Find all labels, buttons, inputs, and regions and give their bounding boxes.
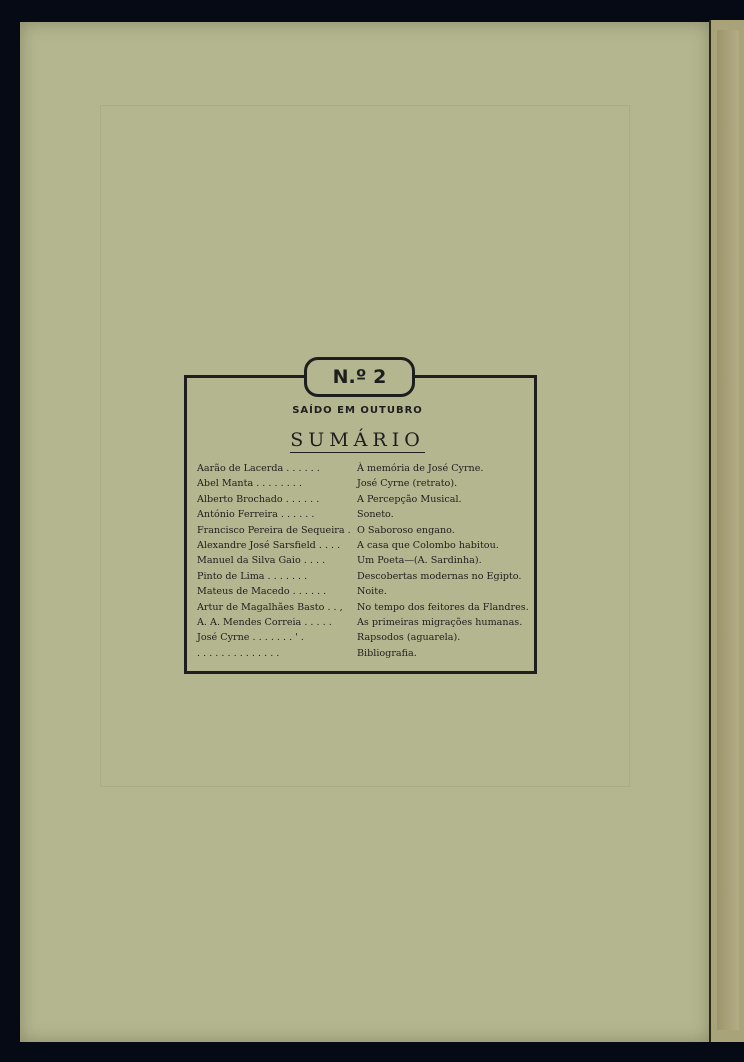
work-title: A Percepção Musical. — [357, 493, 462, 505]
list-item — [197, 553, 527, 568]
contents-list — [197, 461, 527, 661]
list-item — [197, 476, 527, 491]
work-title: Rapsodos (aguarela). — [357, 632, 461, 644]
work-title: Soneto. — [357, 509, 394, 521]
contents-heading — [184, 429, 531, 451]
author: Aarão de Lacerda . . . . . . — [197, 463, 320, 474]
list-item — [197, 538, 527, 553]
author: Francisco Pereira de Sequeira . — [197, 524, 351, 536]
author: Alberto Brochado . . . . . . — [197, 493, 320, 505]
contents-heading-text: SUMÁRIO — [290, 429, 425, 451]
author: . . . . . . . . . . . . . . — [197, 647, 280, 659]
list-item — [197, 584, 527, 599]
issue-number-badge: N.º 2 — [304, 357, 415, 397]
author: Abel Manta . . . . . . . . — [197, 478, 302, 490]
work-title: Noite. — [357, 586, 387, 598]
work-title: José Cyrne (retrato). — [357, 478, 458, 490]
list-item — [197, 523, 527, 538]
author: José Cyrne . . . . . . . ' . — [197, 632, 304, 644]
list-item — [197, 615, 527, 630]
list-item — [197, 461, 527, 476]
author: Pinto de Lima . . . . . . . — [197, 570, 308, 582]
author: Manuel da Silva Gaio . . . . — [197, 555, 326, 567]
list-item — [197, 492, 527, 507]
release-line: SAÍDO EM OUTUBRO — [292, 405, 423, 416]
author: Mateus de Macedo . . . . . . — [197, 586, 327, 598]
list-item — [197, 600, 527, 615]
work-title: As primeiras migrações humanas. — [357, 616, 523, 628]
work-title: O Saboroso engano. — [357, 524, 455, 536]
author: António Ferreira . . . . . . — [197, 509, 315, 521]
author: Alexandre José Sarsfield . . . . — [197, 539, 341, 551]
work-title: Um Poeta—(A. Sardinha). — [357, 555, 482, 567]
author: Artur de Magalhães Basto . . , — [197, 601, 343, 613]
list-item — [197, 569, 527, 584]
work-title: No tempo dos feitores da Flandres. — [357, 601, 529, 613]
work-title: À memória de José Cyrne. — [357, 463, 484, 474]
list-item — [197, 646, 527, 661]
adjacent-page-edge — [709, 20, 744, 1042]
work-title: Descobertas modernas no Egipto. — [357, 570, 522, 582]
list-item — [197, 630, 527, 645]
page-edge-shade — [717, 30, 739, 1030]
list-item — [197, 507, 527, 522]
work-title: A casa que Colombo habitou. — [357, 539, 499, 551]
author: A. A. Mendes Correia . . . . . — [197, 616, 332, 628]
work-title: Bibliografia. — [357, 647, 417, 659]
